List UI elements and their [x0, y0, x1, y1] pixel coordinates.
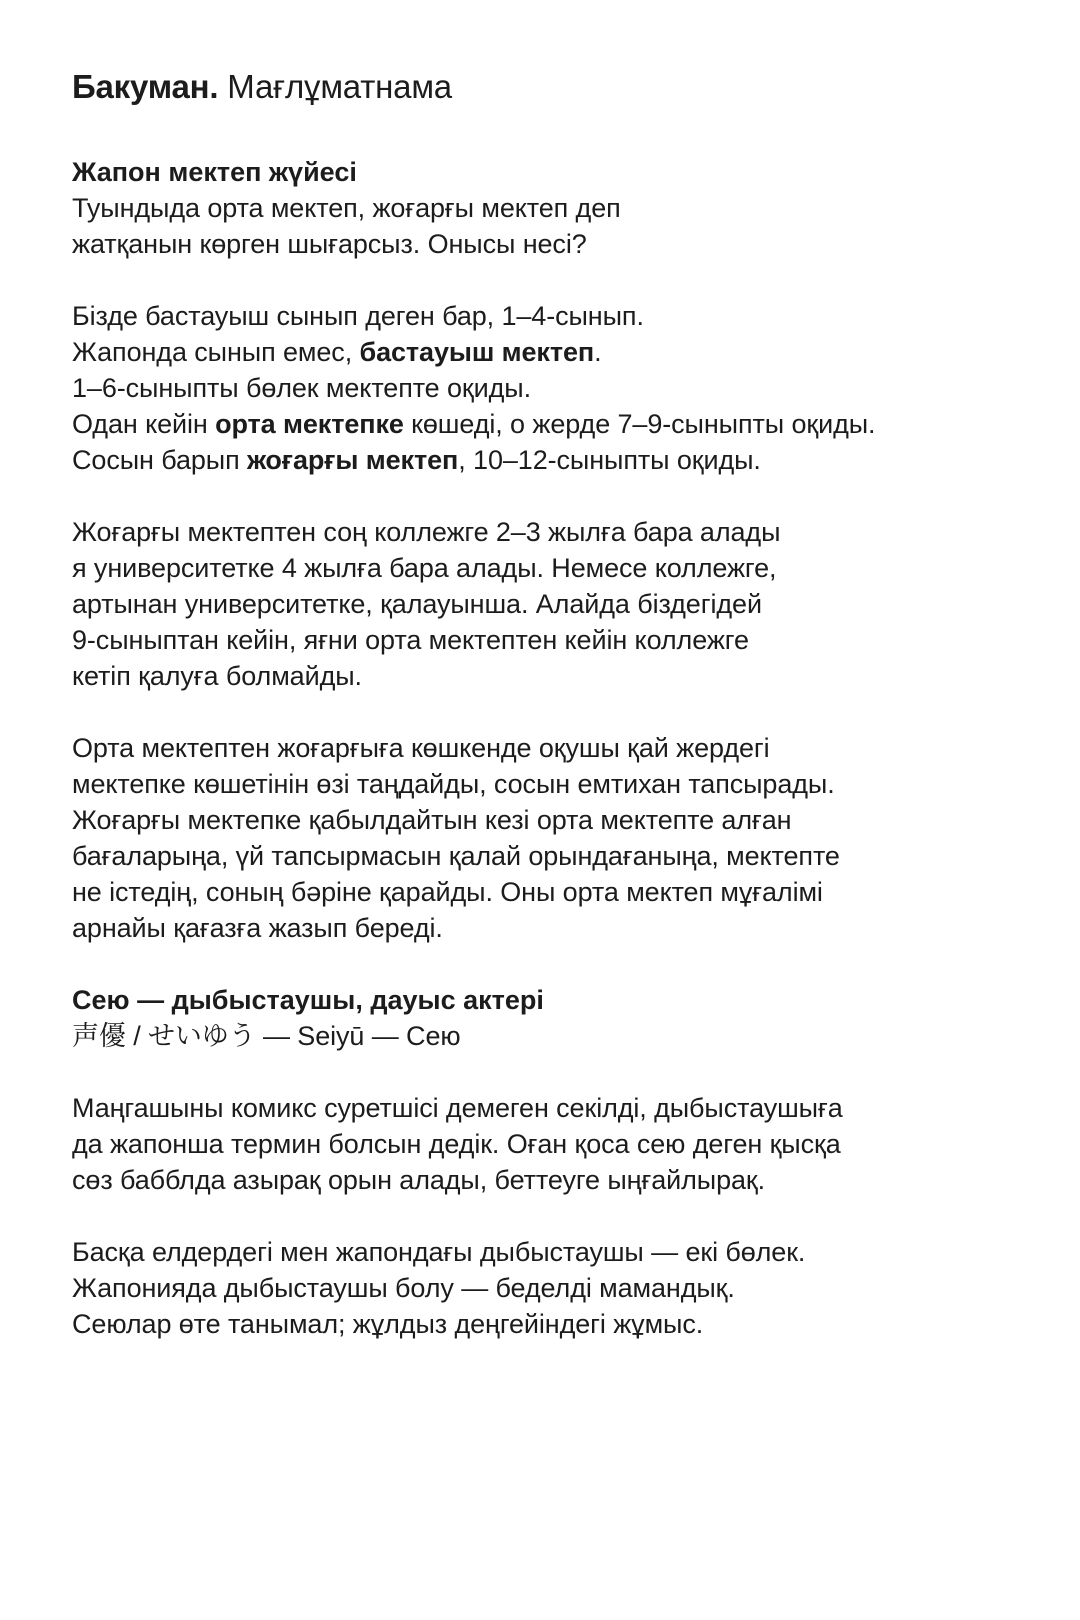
- paragraph-line: [72, 406, 1020, 442]
- title-bold: Бакуман.: [72, 68, 219, 105]
- paragraph-line: [72, 334, 1020, 370]
- paragraph: [72, 298, 1020, 478]
- paragraph-line: Туындыда орта мектеп, жоғарғы мектеп деп: [72, 193, 621, 223]
- section-heading: Жапон мектеп жүйесі: [72, 157, 357, 187]
- paragraph-line: сөз бабблда азырақ орын алады, беттеуге ыңғайлырақ.: [72, 1165, 766, 1195]
- section-seiyu: [72, 982, 1020, 1342]
- paragraph-line: Маңгашыны комикс суретшісі демеген секілді, дыбыстаушыға: [72, 1093, 843, 1123]
- paragraph-line: бағаларыңа, үй тапсырмасын қалай орындағаныңа, мектепте: [72, 841, 840, 871]
- title-rest: Мағлұматнама: [218, 68, 452, 105]
- paragraph: [72, 730, 1020, 946]
- paragraph-line: [72, 442, 1020, 478]
- page-title: [72, 64, 1020, 110]
- bold-term: орта мектепке: [215, 409, 404, 439]
- text-segment: Жапонда сынып емес,: [72, 337, 360, 367]
- paragraph: [72, 514, 1020, 694]
- paragraph-line: Сеюлар өте танымал; жұлдыз деңгейіндегі жұмыс.: [72, 1309, 704, 1339]
- paragraph-line: 1–6-сыныпты бөлек мектепте оқиды.: [72, 373, 531, 403]
- paragraph-line: Басқа елдердегі мен жапондағы дыбыстаушы — екі бөлек.: [72, 1237, 806, 1267]
- paragraph-line: артынан университетке, қалауынша. Алайда біздегідей: [72, 589, 762, 619]
- bold-term: бастауыш мектеп: [359, 337, 595, 367]
- paragraph-line: я университетке 4 жылға бара алады. Немесе коллежге,: [72, 553, 777, 583]
- text-segment: .: [594, 337, 602, 367]
- text-segment: көшеді, о жерде 7–9-сыныпты оқиды.: [403, 409, 876, 439]
- section-heading: Сею — дыбыстаушы, дауыс актері: [72, 985, 544, 1015]
- paragraph: [72, 1090, 1020, 1198]
- paragraph-line: не істедің, соның бәріне қарайды. Оны орта мектеп мұғалімі: [72, 877, 823, 907]
- paragraph-line: Бізде бастауыш сынып деген бар, 1–4-сынып.: [72, 301, 644, 331]
- paragraph-line: Орта мектептен жоғарғыға көшкенде оқушы қай жердегі: [72, 733, 770, 763]
- text-segment: Сосын барып: [72, 445, 248, 475]
- text-segment: Одан кейін: [72, 409, 216, 439]
- term-subtitle: 声優 / せいゆう — Seiyū — Сею: [72, 1021, 461, 1051]
- paragraph-line: арнайы қағазға жазып береді.: [72, 913, 443, 943]
- bold-term: жоғарғы мектеп: [247, 445, 459, 475]
- paragraph-line: Жоғарғы мектептен соң коллежге 2–3 жылға бара алады: [72, 517, 781, 547]
- paragraph-line: жатқанын көрген шығарсыз. Онысы несі?: [72, 229, 587, 259]
- paragraph: [72, 1234, 1020, 1342]
- text-segment: , 10–12-сыныпты оқиды.: [458, 445, 761, 475]
- paragraph-line: мектепке көшетінін өзі таңдайды, сосын емтихан тапсырады.: [72, 769, 835, 799]
- paragraph-line: 9-сыныптан кейін, яғни орта мектептен кейін коллежге: [72, 625, 749, 655]
- paragraph-line: Жапонияда дыбыстаушы болу — беделді мамандық.: [72, 1273, 735, 1303]
- paragraph-line: кетіп қалуға болмайды.: [72, 661, 362, 691]
- paragraph-line: Жоғарғы мектепке қабылдайтын кезі орта мектепте алған: [72, 805, 792, 835]
- section-school-system: [72, 154, 1020, 946]
- paragraph-line: да жапонша термин болсын дедік. Оған қоса сею деген қысқа: [72, 1129, 841, 1159]
